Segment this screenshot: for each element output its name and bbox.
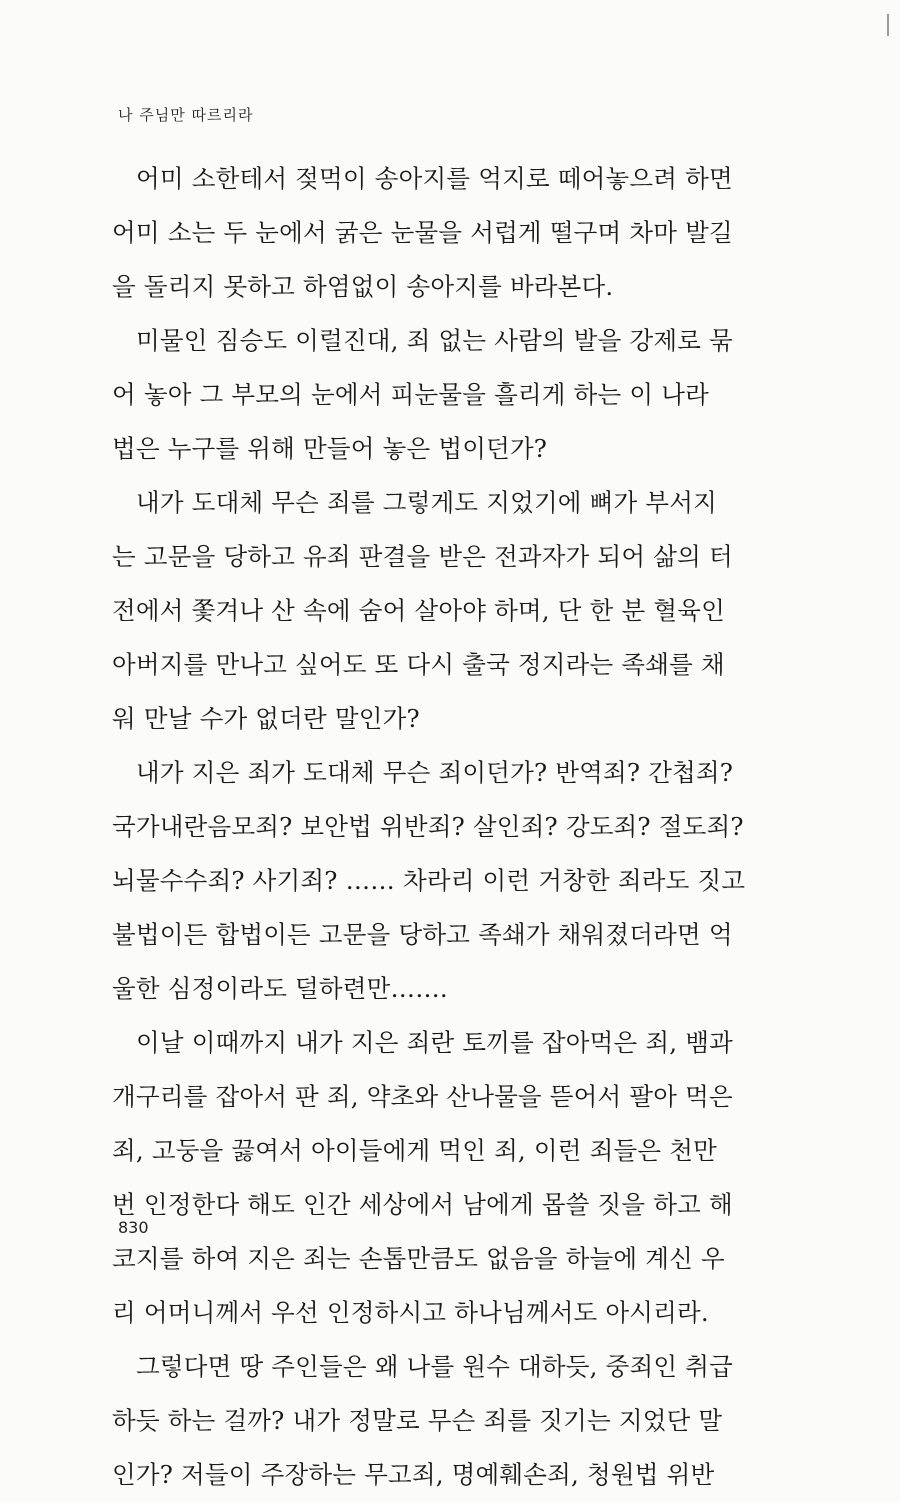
text-line: 인가? 저들이 주장하는 무고죄, 명예훼손죄, 청원법 위반 bbox=[112, 1460, 715, 1489]
text-line: 는 고문을 당하고 유죄 판결을 받은 전과자가 되어 삶의 터 bbox=[112, 542, 733, 571]
text-line: 뇌물수수죄? 사기죄? …… 차라리 이런 거창한 죄라도 짓고 bbox=[112, 866, 746, 895]
page-number: 830 bbox=[118, 1218, 149, 1237]
text-line: 전에서 쫓겨나 산 속에 숨어 살아야 하며, 단 한 분 혈육인 bbox=[112, 596, 725, 625]
body-text bbox=[112, 152, 762, 1502]
running-head: 나 주님만 따르리라 bbox=[118, 106, 254, 124]
text-line: 어미 소는 두 눈에서 굵은 눈물을 서럽게 떨구며 차마 발길 bbox=[112, 218, 733, 247]
text-line: 미물인 짐승도 이럴진대, 죄 없는 사람의 발을 강제로 묶 bbox=[136, 326, 733, 355]
text-line: 내가 지은 죄가 도대체 무슨 죄이던가? 반역죄? 간첩죄? bbox=[136, 758, 734, 787]
text-line: 울한 심정이라도 덜하련만……. bbox=[112, 974, 448, 1003]
text-line: 을 돌리지 못하고 하염없이 송아지를 바라본다. bbox=[112, 272, 614, 301]
text-line: 어 놓아 그 부모의 눈에서 피눈물을 흘리게 하는 이 나라 bbox=[112, 380, 709, 409]
text-line: 국가내란음모죄? 보안법 위반죄? 살인죄? 강도죄? 절도죄? bbox=[112, 812, 744, 841]
text-line: 그렇다면 땅 주인들은 왜 나를 원수 대하듯, 중죄인 취급 bbox=[136, 1352, 733, 1381]
text-line: 아버지를 만나고 싶어도 또 다시 출국 정지라는 족쇄를 채 bbox=[112, 650, 725, 679]
text-line: 불법이든 합법이든 고문을 당하고 족쇄가 채워졌더라면 억 bbox=[112, 920, 733, 949]
text-line: 이날 이때까지 내가 지은 죄란 토끼를 잡아먹은 죄, 뱀과 bbox=[136, 1028, 733, 1057]
text-line: 죄, 고둥을 끓여서 아이들에게 먹인 죄, 이런 죄들은 천만 bbox=[112, 1136, 717, 1165]
page-edge-mark bbox=[887, 14, 889, 36]
text-line: 개구리를 잡아서 판 죄, 약초와 산나물을 뜯어서 팔아 먹은 bbox=[112, 1082, 733, 1111]
text-line: 워 만날 수가 없더란 말인가? bbox=[112, 704, 420, 733]
text-line: 하듯 하는 걸까? 내가 정말로 무슨 죄를 짓기는 지었단 말 bbox=[112, 1406, 723, 1435]
text-line: 코지를 하여 지은 죄는 손톱만큼도 없음을 하늘에 계신 우 bbox=[112, 1244, 725, 1273]
text-line: 리 어머니께서 우선 인정하시고 하나님께서도 아시리라. bbox=[112, 1298, 709, 1327]
text-line: 내가 도대체 무슨 죄를 그렇게도 지었기에 뼈가 부서지 bbox=[136, 488, 717, 517]
text-line: 번 인정한다 해도 인간 세상에서 남에게 몹쓸 짓을 하고 해 bbox=[112, 1190, 733, 1219]
text-line: 법은 누구를 위해 만들어 놓은 법이던가? bbox=[112, 434, 548, 463]
text-line: 어미 소한테서 젖먹이 송아지를 억지로 떼어놓으려 하면 bbox=[136, 164, 733, 193]
